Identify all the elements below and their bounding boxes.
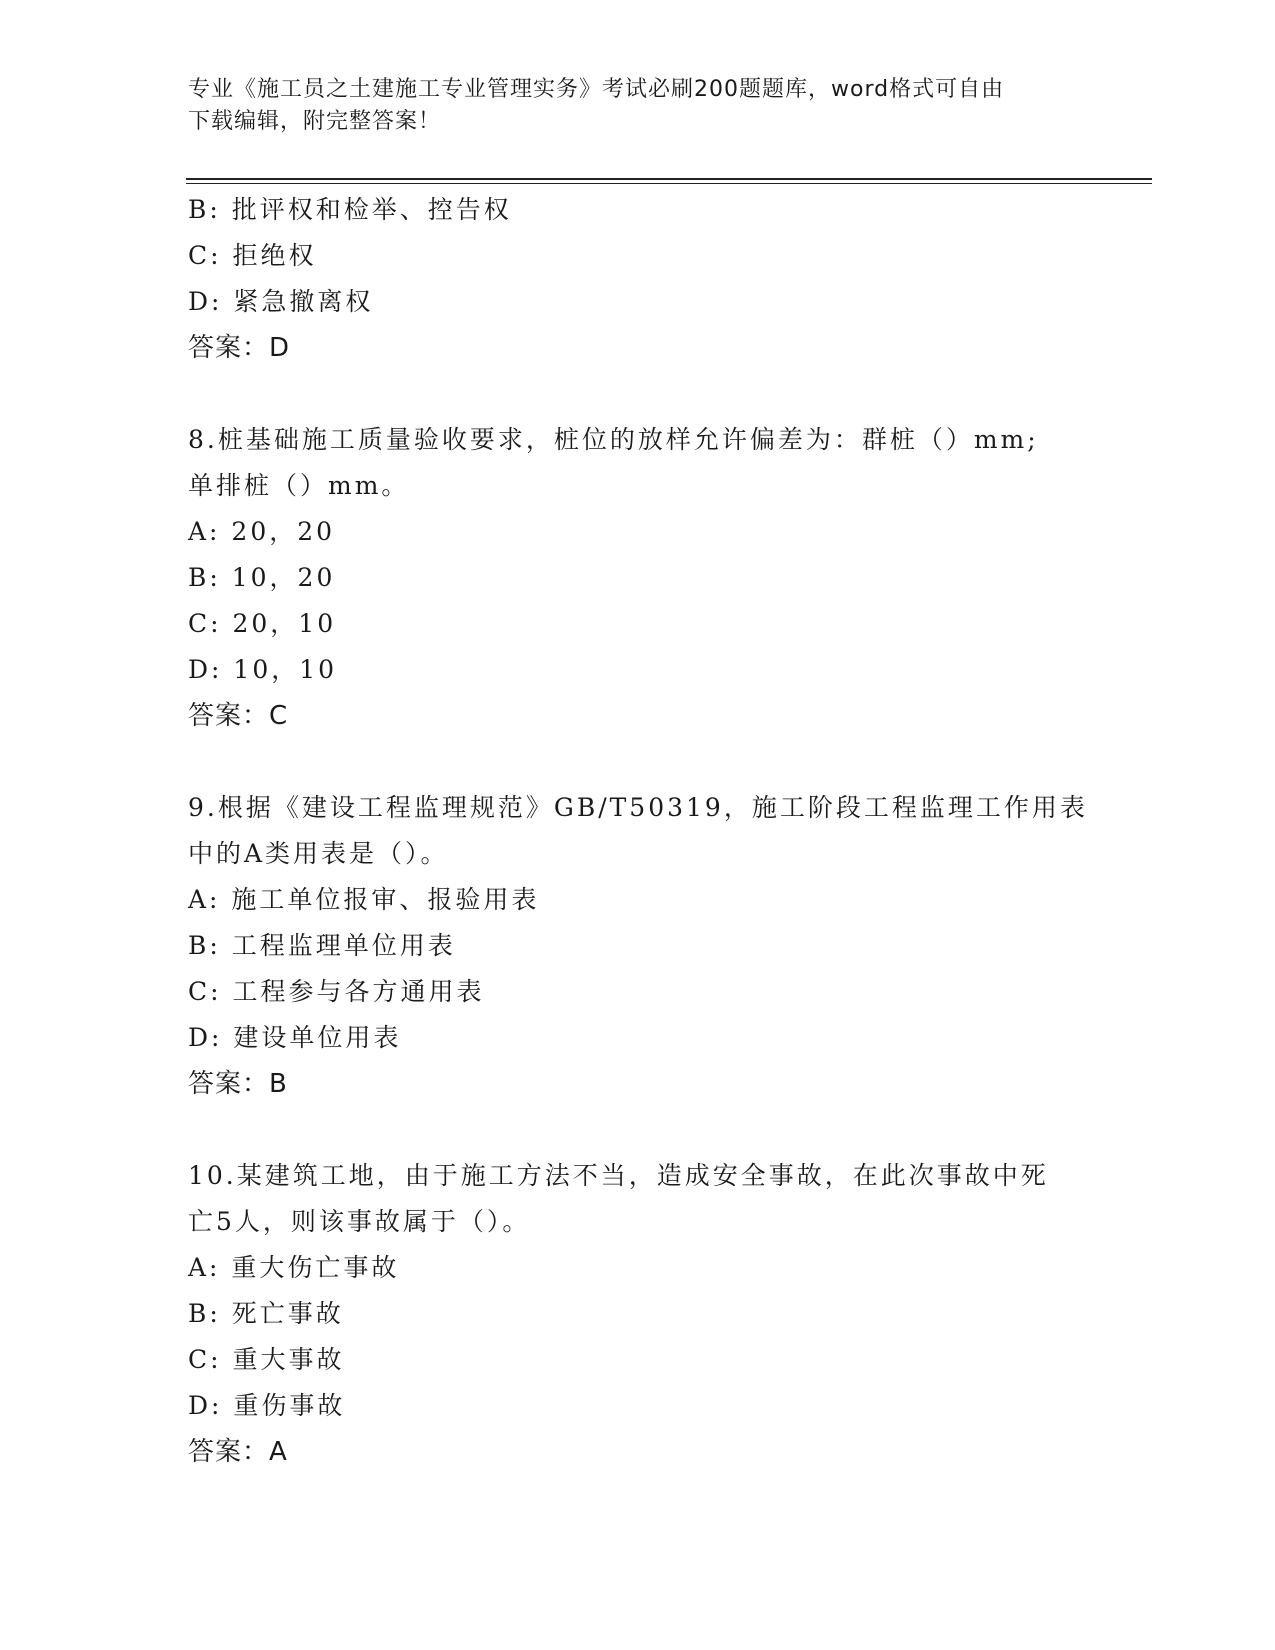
q9-answer: 答案：B bbox=[188, 1069, 288, 1099]
q9-stem-line2: 中的A类用表是（）。 bbox=[188, 839, 449, 868]
spacer bbox=[188, 371, 1088, 417]
q7-option-b: B: 批评权和检举、控告权 bbox=[188, 195, 512, 224]
q10-option-a: A: 重大伤亡事故 bbox=[188, 1253, 400, 1282]
question-10 bbox=[188, 1153, 1088, 1475]
q10-option-c: C: 重大事故 bbox=[188, 1345, 345, 1374]
q8-option-c: C: 20，10 bbox=[188, 609, 337, 638]
q9-stem-line1: 9.根据《建设工程监理规范》GB/T50319，施工阶段工程监理工作用表 bbox=[188, 793, 1088, 822]
q9-option-d: D: 建设单位用表 bbox=[188, 1023, 402, 1052]
q9-option-a: A: 施工单位报审、报验用表 bbox=[188, 885, 540, 914]
q7-option-d: D: 紧急撤离权 bbox=[188, 287, 374, 316]
spacer bbox=[188, 739, 1088, 785]
header-title-line1: 专业《施工员之土建施工专业管理实务》考试必刷200题题库，word格式可自由 bbox=[188, 77, 1005, 102]
header-divider-thin bbox=[186, 183, 1152, 184]
spacer bbox=[188, 1107, 1088, 1153]
q8-option-b: B: 10，20 bbox=[188, 563, 336, 592]
q8-option-a: A: 20，20 bbox=[188, 517, 336, 546]
q9-option-c: C: 工程参与各方通用表 bbox=[188, 977, 485, 1006]
q10-option-d: D: 重伤事故 bbox=[188, 1391, 346, 1420]
q8-stem-line1: 8.桩基础施工质量验收要求，桩位的放样允许偏差为：群桩（）mm; bbox=[188, 425, 1039, 454]
q10-option-b: B: 死亡事故 bbox=[188, 1299, 344, 1328]
q10-stem-line1: 10.某建筑工地，由于施工方法不当，造成安全事故，在此次事故中死 bbox=[188, 1161, 1049, 1190]
question-9 bbox=[188, 785, 1088, 1107]
q8-answer: 答案：C bbox=[188, 701, 289, 731]
question-7 bbox=[188, 187, 1088, 371]
q10-answer: 答案：A bbox=[188, 1437, 288, 1467]
q7-option-c: C: 拒绝权 bbox=[188, 241, 317, 270]
question-list bbox=[188, 187, 1088, 1475]
q8-stem-line2: 单排桩（）mm。 bbox=[188, 471, 410, 500]
question-8 bbox=[188, 417, 1088, 739]
q7-answer: 答案：D bbox=[188, 333, 291, 363]
header-title-line2: 下载编辑，附完整答案！ bbox=[188, 109, 442, 134]
document-header bbox=[188, 74, 1088, 138]
q9-option-b: B: 工程监理单位用表 bbox=[188, 931, 456, 960]
q10-stem-line2: 亡5人，则该事故属于（）。 bbox=[188, 1207, 531, 1236]
header-divider-thick bbox=[186, 178, 1152, 180]
q8-option-d: D: 10，10 bbox=[188, 655, 338, 684]
